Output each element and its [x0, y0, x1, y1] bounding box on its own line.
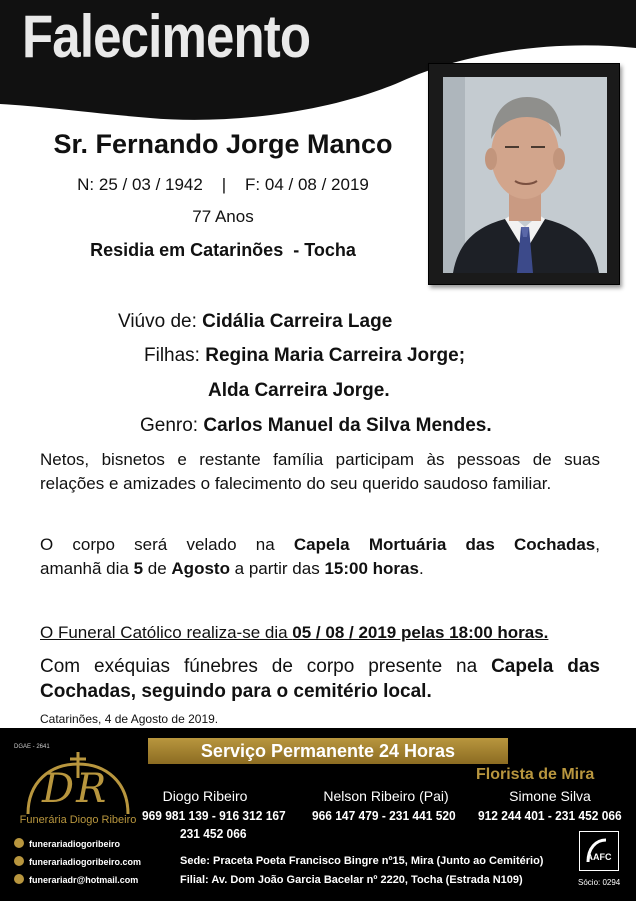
portrait-photo: [443, 77, 607, 273]
contact-phone-1b: 231 452 066: [180, 826, 247, 841]
funeral-datetime: 05 / 08 / 2019 pelas 18:00 horas.: [292, 623, 549, 642]
facebook-icon: [14, 838, 24, 848]
widower-line: [118, 310, 392, 334]
son-in-law-line: [140, 414, 492, 438]
website-text: funerariadiogoribeiro.com: [29, 857, 142, 867]
wake-comma: ,: [595, 535, 600, 554]
facebook-link[interactable]: [14, 838, 120, 849]
funeral-text: O Funeral Católico realiza-se dia: [40, 623, 293, 642]
notice-line-1: Netos, bisnetos e restante família participam às pessoas de suas: [40, 450, 600, 469]
exequies-line-2: Cochadas, seguindo para o cemitério local.: [40, 681, 432, 702]
wake-line-2: [40, 559, 424, 578]
association-logo-icon: [580, 832, 618, 870]
daughter-1: Regina Maria Carreira Jorge;: [205, 345, 466, 366]
logo-subtitle: Funerária Diogo Ribeiro: [19, 814, 137, 826]
globe-icon: [14, 856, 24, 866]
wake-day: 5: [133, 559, 144, 578]
widower-label: Viúvo de:: [118, 311, 197, 332]
email-text: funerariadr@hotmail.com: [29, 875, 139, 885]
member-number: Sócio: 0294: [578, 878, 621, 887]
association-badge: [579, 831, 619, 871]
logo-initials: DR: [42, 766, 109, 812]
wake-time: 15:00 horas: [324, 559, 419, 578]
wake-month: Agosto: [171, 559, 230, 578]
deceased-name: Sr. Fernando Jorge Manco: [53, 129, 393, 159]
facebook-text: funerariadiogoribeiro: [29, 839, 121, 849]
contact-name-1: Diogo Ribeiro: [162, 788, 248, 804]
place-and-date: Catarinões, 4 de Agosto de 2019.: [40, 712, 219, 726]
wake-text-2: amanhã dia: [40, 559, 134, 578]
footer: [0, 728, 636, 901]
notice-line-2: relações e amizades o falecimento do seu querido saudoso familiar.: [40, 474, 552, 493]
dgae-code: DGAE - 2641: [14, 744, 50, 750]
exequies-line-1: [40, 654, 600, 679]
wake-chapel: Capela Mortuária das Cochadas: [293, 535, 596, 554]
portrait-frame: [428, 63, 620, 285]
contact-phone-2: 966 147 479 - 231 441 520: [312, 808, 456, 823]
association-badge-text: AAFC: [586, 852, 612, 862]
son-in-law-label: Genro:: [140, 415, 199, 436]
widower-name: Cidália Carreira Lage: [202, 311, 393, 332]
website-link[interactable]: [14, 856, 141, 867]
wake-paragraph: [40, 533, 600, 581]
notice-paragraph: [40, 448, 600, 496]
page-title: Falecimento: [22, 3, 311, 70]
wake-text-4: a partir das: [229, 559, 325, 578]
florista-brand: Florista de Mira: [476, 766, 595, 783]
daughters-line: [144, 344, 465, 368]
filial-address: Filial: Av. Dom João Garcia Bacelar nº 2220, Tocha (Estrada N109): [180, 874, 523, 886]
funeral-line: [40, 622, 615, 644]
portrait-illustration: [443, 77, 607, 273]
wake-text: O corpo será velado na: [40, 535, 294, 554]
daughter-2: Alda Carreira Jorge.: [208, 380, 390, 401]
email-link[interactable]: [14, 874, 138, 885]
wake-text-3: de: [143, 559, 172, 578]
email-icon: [14, 874, 24, 884]
wake-line-1: [40, 533, 600, 557]
exequies-chapel: Capela das: [491, 656, 600, 677]
contact-name-3: Simone Silva: [509, 788, 591, 804]
contact-phone-1a: 969 981 139 - 916 312 167: [142, 808, 286, 823]
contact-name-2: Nelson Ribeiro (Pai): [323, 788, 449, 804]
daughters-label: Filhas:: [144, 345, 200, 366]
residence: Residia em Catarinões - Tocha: [90, 240, 356, 260]
daughter-2-line: [208, 379, 390, 403]
exequies-text: Com exéquias fúnebres de corpo presente na: [40, 656, 492, 677]
contact-phone-3: 912 244 401 - 231 452 066: [478, 808, 622, 823]
wake-period: .: [418, 559, 424, 578]
birth-death-dates: N: 25 / 03 / 1942 | F: 04 / 08 / 2019: [77, 175, 369, 194]
sede-address: Sede: Praceta Poeta Francisco Bingre nº15, Mira (Junto ao Cemitério): [180, 855, 544, 867]
son-in-law-name: Carlos Manuel da Silva Mendes.: [203, 415, 492, 436]
age: 77 Anos: [192, 207, 254, 226]
exequies-paragraph: [40, 654, 600, 704]
service-banner: Serviço Permanente 24 Horas: [148, 738, 508, 764]
